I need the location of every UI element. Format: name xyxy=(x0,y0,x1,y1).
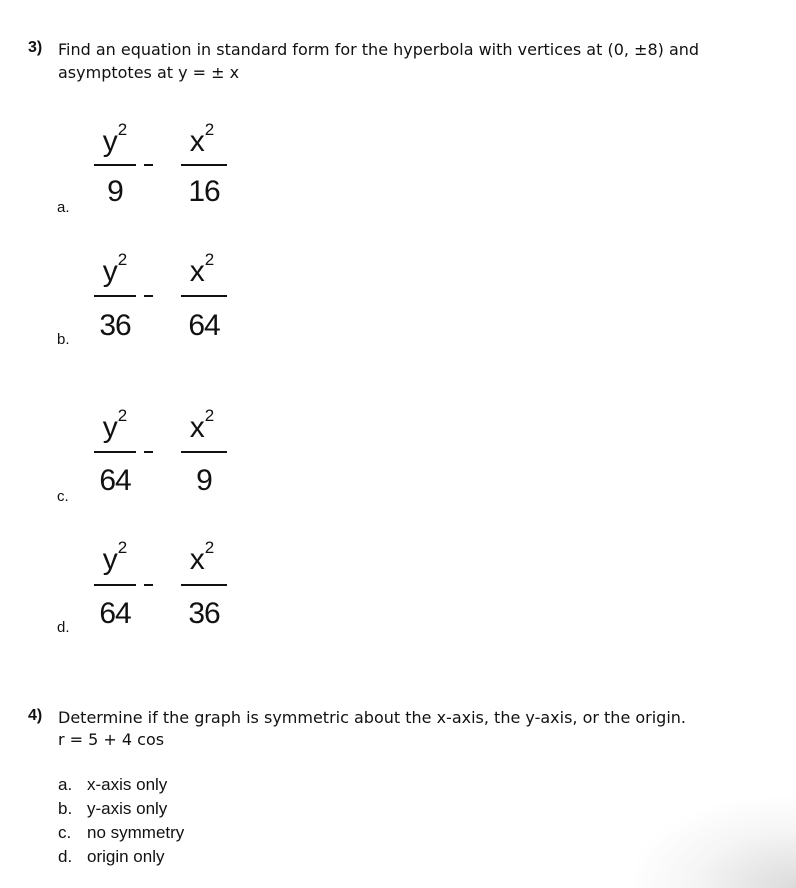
choice-d-letter[interactable]: d. xyxy=(57,619,70,636)
fraction-1-numerator: $y^2$ xyxy=(102,250,128,288)
choice-a-letter[interactable]: a. xyxy=(57,199,70,216)
fraction-1-bar xyxy=(94,451,136,453)
fraction-2-denominator: 16 xyxy=(188,175,220,208)
minus-sign xyxy=(144,295,153,297)
fraction-1-bar xyxy=(94,164,136,166)
fraction-2-numerator: $x^2$ xyxy=(189,538,215,576)
fraction-2-denominator: 36 xyxy=(188,597,220,630)
option-letter: c. xyxy=(58,823,72,842)
fraction-1-numerator: $y^2$ xyxy=(102,538,128,576)
option-letter: a. xyxy=(58,775,73,794)
fraction-2-numerator: $x^2$ xyxy=(189,120,215,158)
fraction-1-denominator: 36 xyxy=(99,309,131,342)
option-letter: d. xyxy=(58,847,73,866)
option-text: x-axis only xyxy=(87,775,168,794)
choice-c-equation[interactable] xyxy=(90,400,240,497)
fraction-1-numerator: $y^2$ xyxy=(102,406,128,444)
fraction-1-denominator: 64 xyxy=(99,597,131,630)
fraction-1-denominator: 9 xyxy=(107,175,123,208)
minus-sign xyxy=(144,164,153,166)
fraction-1-numerator: $y^2$ xyxy=(102,120,128,158)
option-text: origin only xyxy=(87,847,165,866)
fraction-1-denominator: 64 xyxy=(99,464,131,497)
choice-a-equation[interactable] xyxy=(90,114,240,208)
question-4-number: 4) xyxy=(28,707,43,724)
option-letter: b. xyxy=(58,799,73,818)
fraction-2-bar xyxy=(181,451,227,453)
option-c[interactable] xyxy=(58,821,184,845)
question-3-text-line1: Find an equation in standard form for the hyperbola with vertices at (0, ±8) and xyxy=(58,40,700,59)
fraction-2-numerator: $x^2$ xyxy=(189,250,215,288)
option-text: no symmetry xyxy=(87,823,185,842)
choice-b-equation[interactable] xyxy=(90,244,240,342)
option-a[interactable] xyxy=(58,773,167,797)
choice-d-equation[interactable] xyxy=(90,532,240,630)
fraction-2-bar xyxy=(181,164,227,166)
question-3-number: 3) xyxy=(28,39,43,56)
option-d[interactable] xyxy=(58,845,165,869)
question-4-text-line1: Determine if the graph is symmetric about the x-axis, the y-axis, or the origin. xyxy=(58,708,687,727)
fraction-1-bar xyxy=(94,584,136,586)
minus-sign xyxy=(144,451,153,453)
choice-b-letter[interactable]: b. xyxy=(57,331,70,348)
question-4-text-line2: r = 5 + 4 cos xyxy=(58,730,165,749)
option-b[interactable] xyxy=(58,797,167,821)
choice-c-letter[interactable]: c. xyxy=(57,488,69,505)
question-3-text-line2: asymptotes at y = ± x xyxy=(58,63,240,82)
fraction-2-bar xyxy=(181,584,227,586)
fraction-2-denominator: 64 xyxy=(188,309,220,342)
option-text: y-axis only xyxy=(87,799,168,818)
fraction-2-denominator: 9 xyxy=(196,464,212,497)
fraction-2-bar xyxy=(181,295,227,297)
fraction-1-bar xyxy=(94,295,136,297)
corner-shadow xyxy=(636,798,796,888)
fraction-2-numerator: $x^2$ xyxy=(189,406,215,444)
minus-sign xyxy=(144,584,153,586)
